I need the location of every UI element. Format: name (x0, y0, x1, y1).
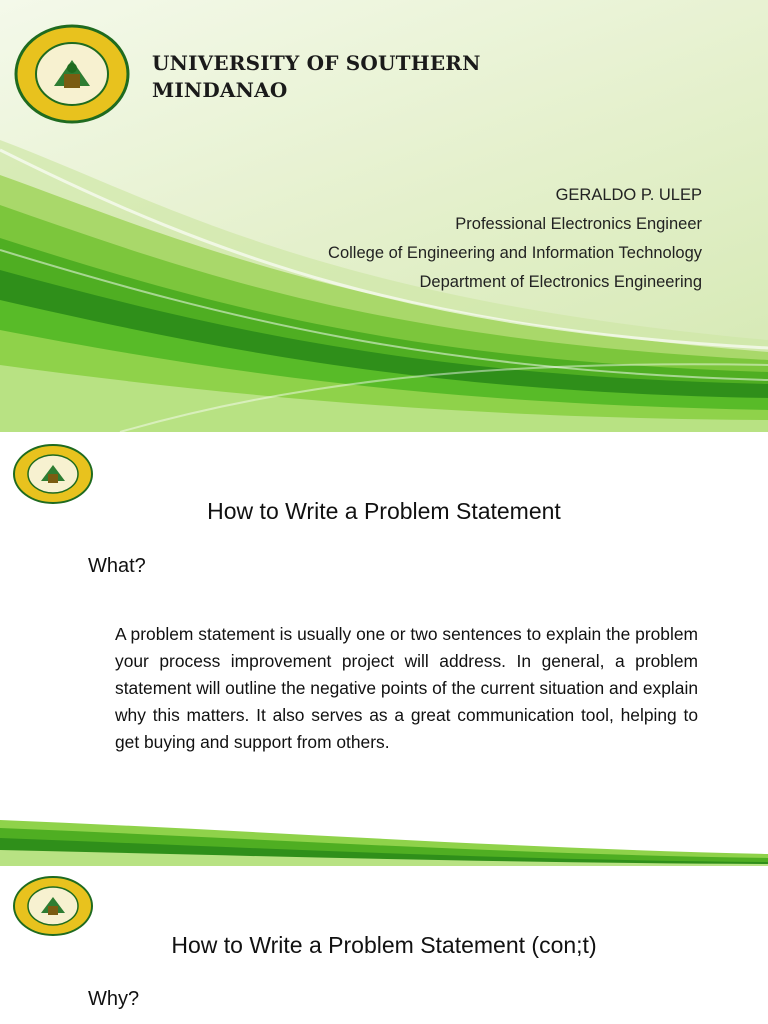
author-block (328, 181, 702, 297)
green-footer-band (0, 816, 768, 866)
university-seal-icon (12, 875, 94, 937)
author-title: Professional Electronics Engineer (455, 215, 702, 233)
title-slide (0, 0, 768, 432)
author-college: College of Engineering and Information Technology (328, 244, 702, 262)
problem-statement-paragraph: A problem statement is usually one or two sentences to explain the problem your process improvement project will address. In general, a problem statement will outline the negative points of the current situation and explain why this matters. It also serves as a great communication tool, helping to get buying and support from others. (115, 624, 698, 752)
university-name-line2: MINDANAO (152, 78, 288, 102)
slide-heading: How to Write a Problem Statement (con;t) (171, 932, 597, 958)
author-department: Department of Electronics Engineering (419, 273, 702, 291)
university-name-line1: UNIVERSITY OF SOUTHERN (152, 51, 481, 75)
content-slide-why (0, 866, 768, 1024)
university-name (152, 50, 481, 104)
author-name: GERALDO P. ULEP (555, 186, 702, 204)
section-label-what: What? (88, 555, 146, 577)
slide-heading: How to Write a Problem Statement (207, 498, 561, 524)
university-seal-icon (14, 24, 130, 124)
content-slide-what (0, 432, 768, 866)
section-label-why: Why? (88, 988, 140, 1010)
university-seal-icon (12, 443, 94, 505)
